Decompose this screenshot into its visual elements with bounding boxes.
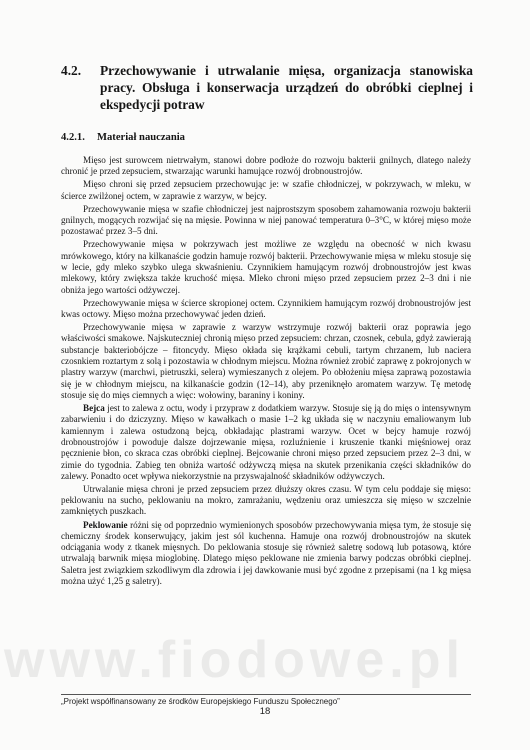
paragraph — [61, 204, 471, 238]
footer-divider — [61, 694, 471, 695]
paragraph — [61, 322, 471, 401]
paragraph — [61, 298, 471, 321]
paragraph-lead: Peklowanie — [83, 519, 128, 530]
paragraph-text: Mięso chroni się przed zepsuciem przechowując je: w szafie chłodniczej, w pokrzywach, w mleku, w ścierce zwilżonej octem, w zaprawie z warzyw, w bejcy. — [61, 179, 471, 201]
paragraph-lead: Bejca — [83, 403, 105, 414]
paragraph-text: Przechowywanie mięsa w szafie chłodniczej jest najprostszym sposobem zahamowania rozwoju bakterii gnilnych, mogących rozwijać się na mięsie. Powinna w niej panować temperatura 0–3°C, w której mięso może pozostawać przez 3–5 dni. — [61, 203, 471, 237]
paragraph-text: Przechowywanie mięsa w zaprawie z warzyw wstrzymuje rozwój bakterii oraz poprawia jego właściwości smakowe. Najskuteczniej chronią mięso przed zepsuciem: chrzan, czosnek, cebula, gdyż zawierają substancje bakteriobójcze – fitoncydy. Mięso okłada się krążkami cebuli, tartym chrzanem, lub naciera czosnkiem roztartym z solą i pozostawia w chłodnym miejscu. Można również zrobić zaprawę z pokrojonych w plastry warzyw (marchwi, pietruszki, selera) wymieszanych z olejem. Po obłożeniu mięsa zaprawą pozostawia się je w chłodnym miejscu, na kilkanaście godzin (12–14), aby przeniknęło aromatem warzyw. Tę metodę stosuje się do mięs ciemnych a więc: wołowiny, baraniny i koniny. — [61, 322, 471, 400]
paragraph — [61, 520, 471, 588]
paragraph-text: Przechowywanie mięsa w pokrzywach jest możliwe ze względu na obecność w nich kwasu mrówkowego, który na kilkanaście godzin hamuje rozwój bakterii. Przechowywanie mięsa w mleku stosuje się w lecie, gdy mleko szybko ulega skwaśnieniu. Czynnikiem hamującym rozwój drobnoustrojów jest kwas mlekowy, który zwiększa także kruchość mięsa. Mleko chroni mięso przed zepsuciem przez 2–3 dni i nie obniża jego wartości odżywczej. — [61, 239, 471, 295]
section-title: Przechowywanie i utrwalanie mięsa, organizacja stanowiska pracy. Obsługa i konserwacja urządzeń do obróbki cieplnej i ekspedycji potraw — [100, 63, 473, 112]
paragraph — [61, 403, 471, 482]
paragraph — [61, 239, 471, 295]
paragraph — [61, 155, 471, 178]
paragraph-text: różni się od poprzednio wymienionych sposobów przechowywania mięsa tym, że stosuje się chemiczny środek konserwujący, jakim jest sól kuchenna. Hamuje ona rozwój drobnoustrojów na skutek odciągania wody z tkanek mięsnych. Do peklowania stosuje się również saletrę sodową lub potasową, które utrwalają barwnik mięsa mioglobinę. Dlatego mięso peklowane nie zmienia barwy podczas obróbki cieplnej. Saletra jest związkiem szkodliwym dla zdrowia i jej dawkowanie musi być zgodne z przepisami (na 1 kg mięsa można użyć 1,25 g saletry). — [61, 519, 471, 587]
paragraph-text: jest to zalewa z octu, wody i przypraw z dodatkiem warzyw. Stosuje się ją do mięs o intensywnym zabarwieniu i do dziczyzny. Mięso w kawałkach o masie 1–2 kg układa się w naczyniu emaliowanym lub kamiennym i zalewa ostudzoną bejcą, obkładając plastrami warzyw. Ocet w bejcy hamuje rozwój drobnoustrojów i powoduje dalsze dojrzewanie mięsa, rozluźnienie i kruszenie tkanki mięśniowej oraz pęcznienie błon, co skraca czas obróbki cieplnej. Bejcowanie chroni mięso przed zepsuciem przez 2–3 dni, w zimie do tygodnia. Zabieg ten obniża wartość odżywczą mięsa na skutek przenikania części składników do zalewy. Ponadto ocet wpływa niekorzystnie na przyswajalność składników odżywczych. — [61, 403, 471, 481]
paragraph-text: Utrwalanie mięsa chroni je przed zepsuciem przez dłuższy okres czasu. W tym celu poddaje się mięso: peklowaniu na sucho, peklowaniu na mokro, zamrażaniu, wędzeniu oraz umieszcza się mięso w szczelnie zamkniętych puszkach. — [61, 483, 471, 517]
paragraph — [61, 179, 471, 202]
paragraph — [61, 484, 471, 518]
paragraph-text: Przechowywanie mięsa w ścierce skropionej octem. Czynnikiem hamującym rozwój drobnoustrojów jest kwas octowy. Mięso można przechowywać jeden dzień. — [61, 297, 471, 320]
subsection-heading — [61, 131, 471, 144]
footer-note: „Projekt współfinansowany ze środków Europejskiego Funduszu Społecznego” — [61, 697, 340, 706]
body-text — [61, 155, 471, 589]
section-number: 4.2. — [61, 63, 82, 78]
watermark: www.fiodowe.pl — [4, 631, 465, 689]
paragraph-text: Mięso jest surowcem nietrwałym, stanowi dobre podłoże do rozwoju bakterii gnilnych, dlatego należy chronić je przed zepsuciem, stwarzając warunki hamujące rozwój drobnoustrojów. — [61, 155, 471, 177]
page-number: 18 — [259, 706, 271, 717]
subsection-number: 4.2.1. — [61, 132, 85, 143]
subsection-title: Materiał nauczania — [97, 132, 185, 143]
section-heading — [61, 62, 473, 113]
